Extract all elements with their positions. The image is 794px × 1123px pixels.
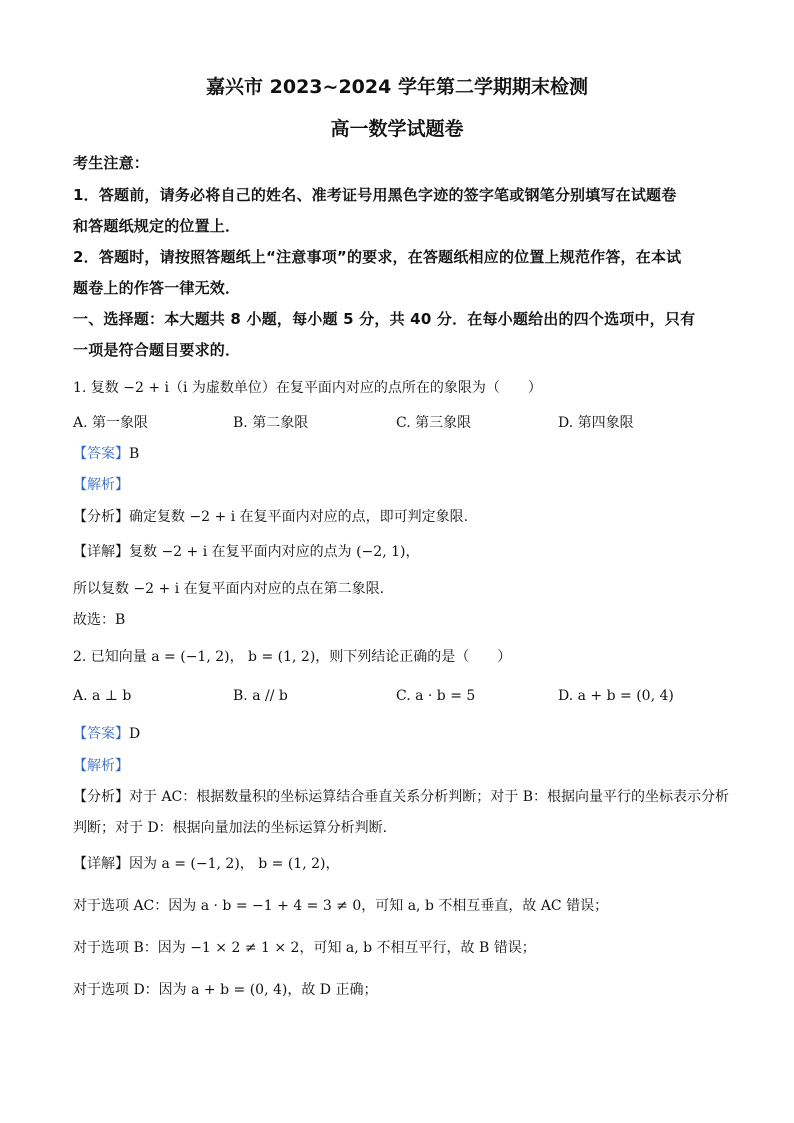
q2-xiangjie-row bbox=[73, 853, 723, 873]
q1-fenxi: 确定复数 −2 + i 在复平面内对应的点，即可判定象限. bbox=[129, 509, 469, 525]
exam-title: 嘉兴市 2023~2024 学年第二学期期末检测 bbox=[206, 76, 588, 98]
q2-answer-tag: 【答案】 bbox=[73, 726, 129, 742]
q1-xiangjie-tag: 【详解】 bbox=[73, 544, 129, 560]
q1-conclusion: 所以复数 −2 + i 在复平面内对应的点在第二象限. bbox=[73, 581, 385, 597]
q1-answer: B bbox=[129, 446, 140, 462]
q2-analysis-tag: 【解析】 bbox=[73, 758, 129, 774]
q2-stem: 2. 已知向量 a = (−1, 2)， b = (1, 2)，则下列结论正确的是（ ） bbox=[73, 649, 512, 665]
q1-option-b: B. 第二象限 bbox=[233, 415, 309, 431]
exam-subtitle: 高一数学试题卷 bbox=[330, 118, 464, 140]
q1-stem: 1. 复数 −2 + i（i 为虚数单位）在复平面内对应的点所在的象限为（ ） bbox=[73, 380, 542, 396]
q1-option-a: A. 第一象限 bbox=[73, 415, 149, 431]
q1-option-c: C. 第三象限 bbox=[396, 415, 472, 431]
q2-answer-row bbox=[73, 723, 723, 743]
q1-fenxi-tag: 【分析】 bbox=[73, 509, 129, 525]
q1-xiangjie: 复数 −2 + i 在复平面内对应的点为 (−2, 1)， bbox=[129, 544, 420, 560]
q2-fenxi-line-2: 判断；对于 D：根据向量加法的坐标运算分析判断. bbox=[73, 820, 388, 836]
q1-choice: 故选：B bbox=[73, 612, 126, 628]
q2-option-a: A. a ⊥ b bbox=[73, 688, 132, 704]
q2-option-b-analysis: 对于选项 B：因为 −1 × 2 ≠ 1 × 2，可知 a, b 不相互平行，故 B 错误； bbox=[73, 940, 536, 956]
q2-xiangjie-tag: 【详解】 bbox=[73, 856, 129, 872]
notice-item-1-line-1: 1．答题前，请务必将自己的姓名、准考证号用黑色字迹的签字笔或钢笔分别填写在试题卷 bbox=[73, 186, 677, 204]
q2-fenxi-line-1: 对于 AC：根据数量积的坐标运算结合垂直关系分析判断；对于 B：根据向量平行的坐标表示分析 bbox=[129, 789, 730, 805]
section-1-line-1: 一、选择题：本大题共 8 小题，每小题 5 分，共 40 分．在每小题给出的四个选项中，只有 bbox=[73, 310, 696, 328]
q2-answer: D bbox=[129, 726, 141, 742]
q1-analysis-row bbox=[73, 474, 723, 494]
q1-answer-tag: 【答案】 bbox=[73, 446, 129, 462]
notice-item-2-line-2: 题卷上的作答一律无效． bbox=[73, 279, 241, 297]
q2-analysis-row bbox=[73, 755, 723, 775]
q2-option-d: D. a + b = (0, 4) bbox=[558, 688, 674, 704]
q1-xiangjie-row bbox=[73, 541, 723, 561]
notice-item-1-line-2: 和答题纸规定的位置上． bbox=[73, 217, 241, 235]
q2-option-ac-analysis: 对于选项 AC：因为 a · b = −1 + 4 = 3 ≠ 0，可知 a, b 不相互垂直，故 AC 错误； bbox=[73, 898, 609, 914]
notice-heading: 考生注意： bbox=[73, 154, 150, 172]
q2-fenxi-row-1 bbox=[73, 786, 730, 806]
q2-option-d-analysis: 对于选项 D：因为 a + b = (0, 4)，故 D 正确； bbox=[73, 982, 378, 998]
q1-analysis-tag: 【解析】 bbox=[73, 477, 129, 493]
q2-fenxi-tag: 【分析】 bbox=[73, 789, 129, 805]
q2-option-c: C. a · b = 5 bbox=[396, 688, 476, 704]
q2-option-b: B. a // b bbox=[233, 688, 288, 704]
q1-fenxi-row bbox=[73, 506, 723, 526]
notice-item-2-line-1: 2．答题时，请按照答题纸上“注意事项”的要求，在答题纸相应的位置上规范作答，在本试 bbox=[73, 248, 682, 266]
section-1-line-2: 一项是符合题目要求的． bbox=[73, 341, 241, 359]
q2-xiangjie: 因为 a = (−1, 2)， b = (1, 2)， bbox=[129, 856, 340, 872]
q1-answer-row bbox=[73, 443, 723, 463]
q1-option-d: D. 第四象限 bbox=[558, 415, 634, 431]
